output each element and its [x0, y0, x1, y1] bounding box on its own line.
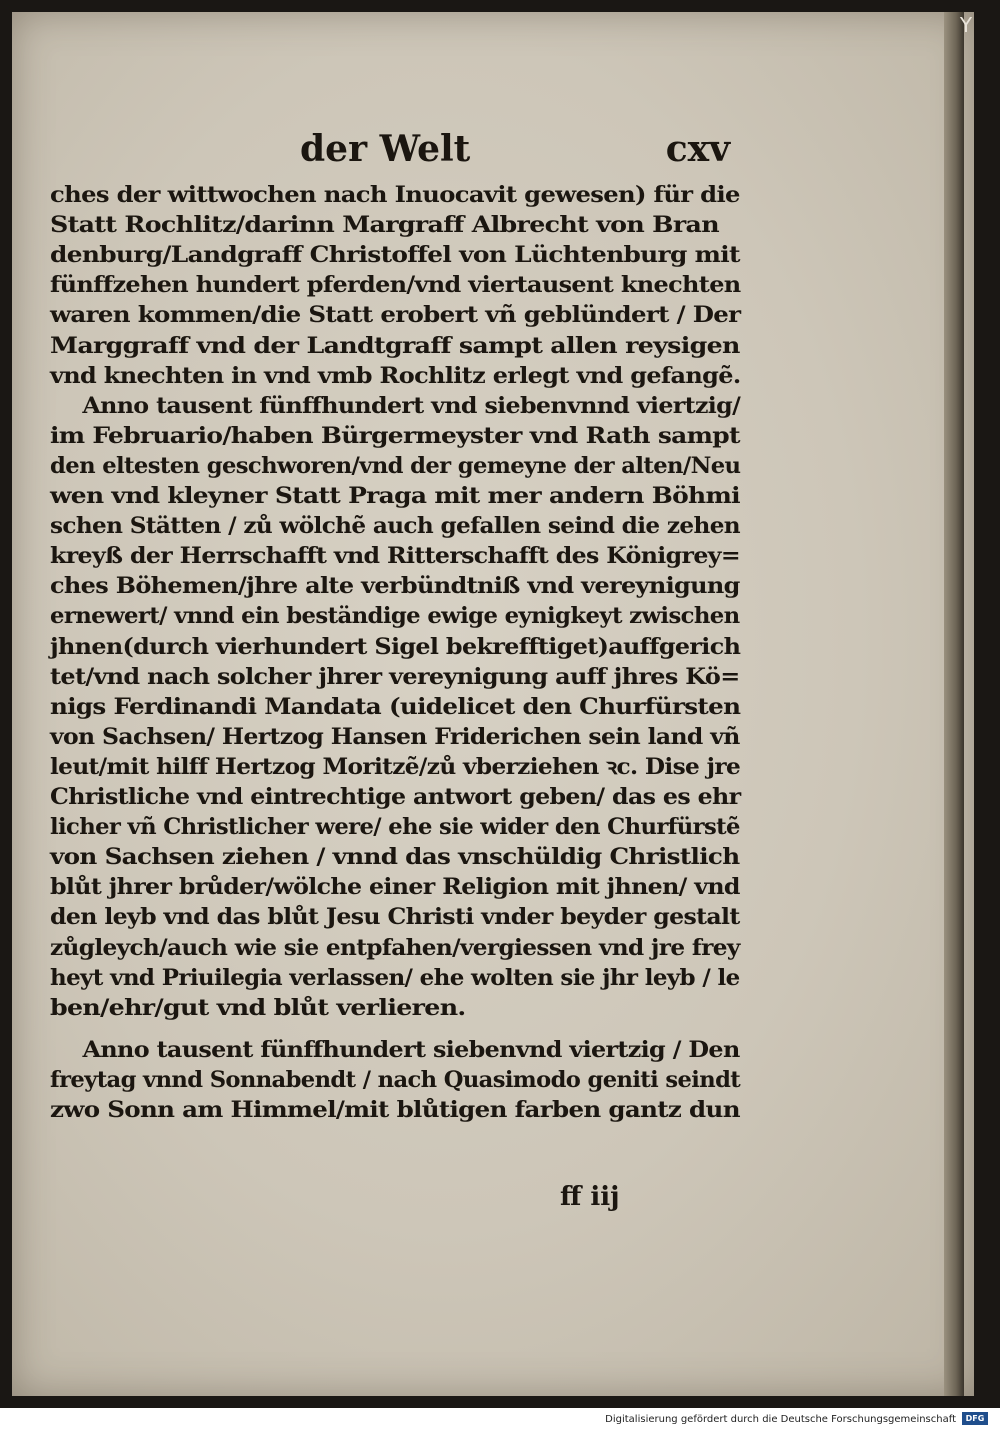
text-line: waren kommen/die Statt erobert vñ geblündert / Der	[50, 302, 741, 329]
text-line: Anno tausent fünffhundert vnd siebenvnnd viertzig/	[82, 392, 741, 419]
text-line: den leyb vnd das blůt Jesu Christi vnder beyder gestalt	[50, 904, 740, 931]
text-line: vnd knechten in vnd vmb Rochlitz erlegt vnd gefangẽ.	[50, 362, 741, 389]
text-line: wen vnd kleyner Statt Praga mit mer andern Böhmi	[50, 483, 740, 509]
text-line: blůt jhrer brůder/wölche einer Religion mit jhnen/ vnd	[50, 874, 740, 901]
text-line: Christliche vnd eintrechtige antwort geben/ das es ehr	[50, 784, 741, 810]
text-line: ben/ehr/gut vnd blůt verlieren.	[50, 994, 466, 1021]
text-line: heyt vnd Priuilegia verlassen/ ehe wolten sie jhr leyb / le	[50, 964, 740, 991]
folio-number: cxv	[665, 128, 730, 170]
corner-mark: Y	[959, 13, 973, 37]
text-line: Anno tausent fünffhundert siebenvnd viertzig / Den	[82, 1036, 740, 1063]
text-line: fünffzehen hundert pferden/vnd viertausent knechten	[50, 272, 741, 299]
page-gutter-edge	[944, 12, 964, 1396]
text-line: den eltesten geschworen/vnd der gemeyne der alten/Neu	[50, 452, 741, 479]
text-line: zůgleych/auch wie sie entpfahen/vergiessen vnd jre frey	[50, 934, 740, 961]
text-line: ernewert/ vnnd ein beständige ewige eynigkeyt zwischen	[50, 603, 740, 630]
text-line: schen Stätten / zů wölchẽ auch gefallen seind die zehen	[50, 513, 740, 540]
text-line: im Februario/haben Bürgermeyster vnd Rath sampt	[50, 422, 740, 449]
text-line: von Sachsen ziehen / vnnd das vnschüldig Christlich	[50, 844, 740, 871]
text-line: licher vñ Christlicher were/ ehe sie wider den Churfürstẽ	[50, 814, 740, 841]
text-line: ches der wittwochen nach Inuocavit gewesen) für die	[50, 182, 740, 208]
text-line: zwo Sonn am Himmel/mit blůtigen farben gantz dun	[50, 1097, 740, 1123]
signature-mark: ff iij	[560, 1182, 620, 1212]
running-head-title: der Welt	[300, 128, 471, 170]
text-line: freytag vnnd Sonnabendt / nach Quasimodo geniti seindt	[50, 1066, 741, 1093]
text-line: kreyß der Herrschafft vnd Ritterschafft des Königrey=	[50, 543, 740, 570]
text-line: Marggraff vnd der Landtgraff sampt allen reysigen	[50, 332, 740, 359]
text-line: denburg/Landgraff Christoffel von Lüchtenburg mit	[50, 242, 740, 269]
text-line: ches Böhemen/jhre alte verbündtniß vnd vereynigung	[50, 573, 740, 600]
body-text	[50, 180, 741, 1123]
footer-credit: Digitalisierung gefördert durch die Deutsche Forschungsgemeinschaft	[605, 1414, 956, 1425]
text-line: leut/mit hilff Hertzog Moritzẽ/zů vberziehen ꝛc. Dise jre	[50, 753, 741, 780]
text-line: jhnen(durch vierhundert Sigel bekrefftiget)auffgerich	[50, 633, 741, 660]
text-line: nigs Ferdinandi Mandata (uidelicet den Churfürsten	[50, 693, 741, 720]
text-line: Statt Rochlitz/darinn Margraff Albrecht von Bran	[50, 212, 719, 239]
text-line: tet/vnd nach solcher jhrer vereynigung auff jhres Kö=	[50, 663, 740, 690]
dfg-logo: DFG	[962, 1412, 988, 1425]
running-head	[300, 128, 740, 178]
text-line: von Sachsen/ Hertzog Hansen Friderichen sein land vñ	[50, 723, 740, 750]
